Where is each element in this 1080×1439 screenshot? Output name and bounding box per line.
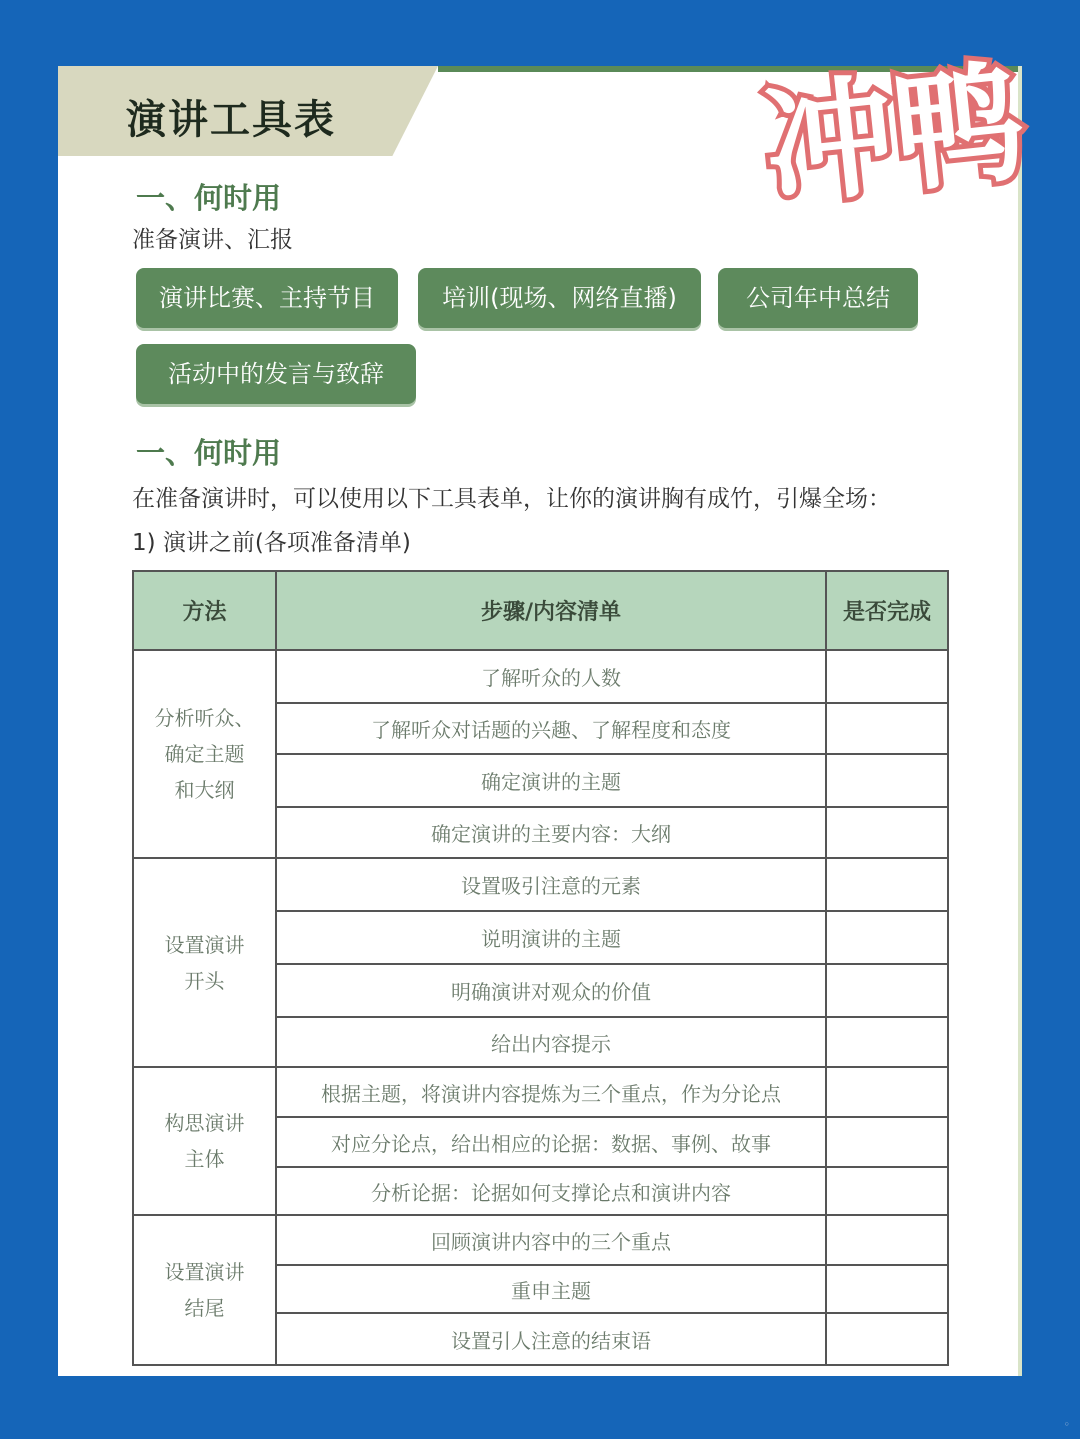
step-cell: 设置引人注意的结束语 [276, 1313, 826, 1365]
chongya-stamp [730, 30, 1060, 230]
method-line: 构思演讲 [164, 1111, 245, 1135]
step-cell: 说明演讲的主题 [276, 911, 826, 964]
done-cell[interactable] [826, 1017, 948, 1067]
step-cell: 确定演讲的主要内容：大纲 [276, 807, 826, 858]
done-cell[interactable] [826, 650, 948, 703]
method-line: 设置演讲 [164, 932, 245, 957]
done-cell[interactable] [826, 703, 948, 754]
watermark: ◦ [1063, 1418, 1070, 1431]
method-line: 结尾 [184, 1296, 225, 1320]
done-cell[interactable] [826, 807, 948, 858]
tag-mid-year-summary: 公司年中总结 [718, 268, 918, 328]
method-cell [133, 1215, 276, 1365]
method-cell [133, 1067, 276, 1215]
section1-subtitle: 准备演讲、汇报 [132, 227, 293, 253]
step-cell: 重申主题 [276, 1265, 826, 1313]
header-done: 是否完成 [826, 571, 948, 650]
tag-training: 培训(现场、网络直播) [418, 268, 701, 328]
tag-event-speech: 活动中的发言与致辞 [136, 344, 416, 404]
method-line: 设置演讲 [164, 1260, 245, 1284]
table-row [133, 1067, 948, 1117]
section2-sub: 1) 演讲之前(各项准备清单) [132, 530, 411, 556]
method-line: 主体 [184, 1147, 225, 1171]
section1-heading: 一、何时用 [136, 181, 282, 215]
step-cell: 设置吸引注意的元素 [276, 858, 826, 911]
step-cell: 分析论据：论据如何支撑论点和演讲内容 [276, 1167, 826, 1215]
tag-speech-contest: 演讲比赛、主持节目 [136, 268, 398, 328]
method-line: 分析听众、 [154, 706, 255, 730]
step-cell: 了解听众的人数 [276, 650, 826, 703]
header-steps: 步骤/内容清单 [276, 571, 826, 650]
section2-heading: 一、何时用 [136, 436, 282, 470]
done-cell[interactable] [826, 911, 948, 964]
step-cell: 给出内容提示 [276, 1017, 826, 1067]
done-cell[interactable] [826, 1265, 948, 1313]
stamp-text: 冲鸭 [757, 45, 1032, 225]
table-row [133, 650, 948, 703]
done-cell[interactable] [826, 1117, 948, 1167]
done-cell[interactable] [826, 754, 948, 807]
step-cell: 回顾演讲内容中的三个重点 [276, 1215, 826, 1265]
method-line: 开头 [184, 968, 225, 993]
worksheet-card [58, 66, 1022, 1376]
table-header-row [133, 571, 948, 650]
done-cell[interactable] [826, 964, 948, 1017]
done-cell[interactable] [826, 1215, 948, 1265]
method-cell [133, 650, 276, 858]
table-row [133, 858, 948, 911]
checklist-table [132, 570, 949, 1366]
done-cell[interactable] [826, 1167, 948, 1215]
method-line: 确定主题 [164, 742, 245, 766]
step-cell: 确定演讲的主题 [276, 754, 826, 807]
table-row [133, 1215, 948, 1265]
step-cell: 明确演讲对观众的价值 [276, 964, 826, 1017]
section2-intro: 在准备演讲时，可以使用以下工具表单，让你的演讲胸有成竹，引爆全场： [132, 486, 891, 512]
step-cell: 对应分论点，给出相应的论据：数据、事例、故事 [276, 1117, 826, 1167]
done-cell[interactable] [826, 1313, 948, 1365]
method-cell [133, 858, 276, 1067]
page-title: 演讲工具表 [126, 97, 336, 143]
step-cell: 了解听众对话题的兴趣、了解程度和态度 [276, 703, 826, 754]
step-cell: 根据主题，将演讲内容提炼为三个重点，作为分论点 [276, 1067, 826, 1117]
header-method: 方法 [133, 571, 276, 650]
done-cell[interactable] [826, 858, 948, 911]
done-cell[interactable] [826, 1067, 948, 1117]
method-line: 和大纲 [174, 778, 235, 802]
